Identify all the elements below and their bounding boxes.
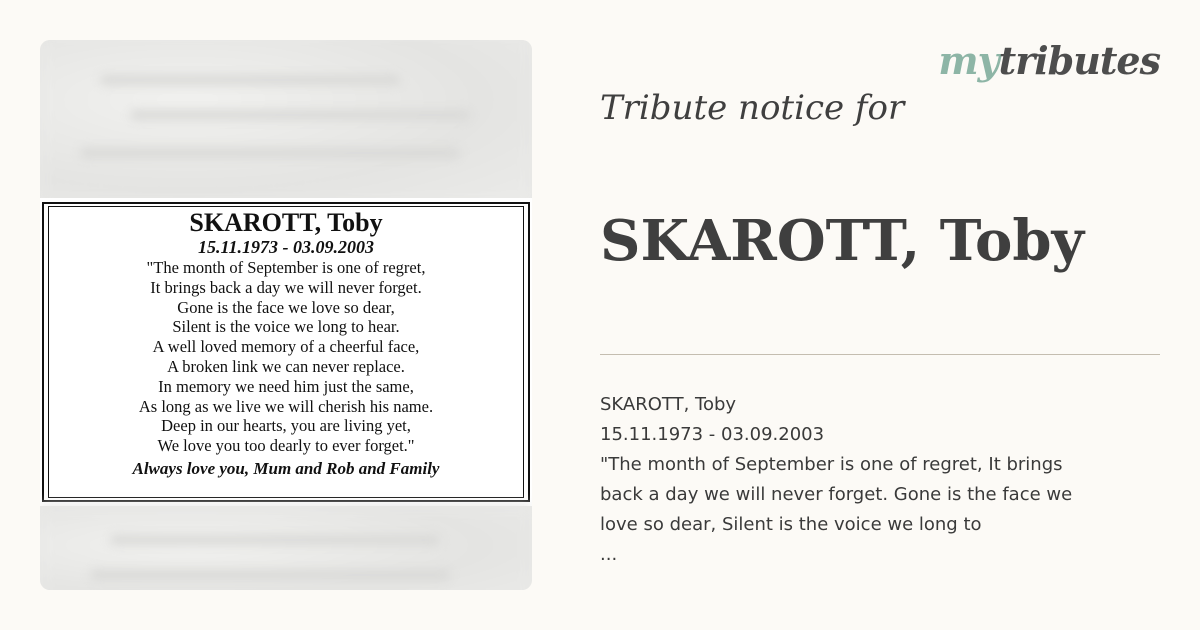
notice-verse-line: Silent is the voice we long to hear. <box>172 317 400 337</box>
notice-text <box>40 208 532 480</box>
blurred-text <box>100 75 400 85</box>
logo-part-my: my <box>938 38 999 83</box>
notice-verse-line: It brings back a day we will never forget. <box>150 277 422 297</box>
excerpt-name: SKAROTT, Toby <box>600 394 737 415</box>
blurred-background-top <box>40 40 532 205</box>
notice-verse-line: A well loved memory of a cheerful face, <box>152 337 420 357</box>
blurred-text <box>90 570 450 580</box>
excerpt-ellipsis: ... <box>600 544 618 565</box>
divider <box>600 354 1160 355</box>
page-title: SKAROTT, Toby <box>600 208 1085 274</box>
notice-image <box>40 40 532 590</box>
notice-verse-line: Gone is the face we love so dear, <box>177 297 395 317</box>
notice-verse-line: A broken link we can never replace. <box>167 356 405 376</box>
mytributes-logo[interactable] <box>938 38 1160 83</box>
notice-dates: 15.11.1973 - 03.09.2003 <box>197 237 374 257</box>
excerpt-dates: 15.11.1973 - 03.09.2003 <box>600 424 825 445</box>
notice-verse-line: As long as we live we will cherish his name. <box>138 396 434 416</box>
notice-signature: Always love you, Mum and Rob and Family <box>132 458 440 478</box>
logo-part-tributes: tributes <box>998 38 1160 83</box>
notice-verse-line: We love you too dearly to ever forget." <box>157 436 415 456</box>
notice-verse-line: "The month of September is one of regret, <box>146 258 426 277</box>
notice-excerpt <box>600 390 1120 570</box>
excerpt-text: "The month of September is one of regret, It brings back a day we will never forget. Gone is the face we love so dear, Silent is the voice we long to <box>600 454 1073 535</box>
notice-card <box>40 198 532 506</box>
blurred-text <box>130 110 470 120</box>
notice-name: SKAROTT, Toby <box>189 208 383 237</box>
page-subtitle: Tribute notice for <box>600 88 905 128</box>
notice-verse-line: Deep in our hearts, you are living yet, <box>161 416 411 436</box>
blurred-text <box>80 148 460 158</box>
blurred-text <box>110 535 440 545</box>
notice-verse-line: In memory we need him just the same, <box>158 376 414 396</box>
